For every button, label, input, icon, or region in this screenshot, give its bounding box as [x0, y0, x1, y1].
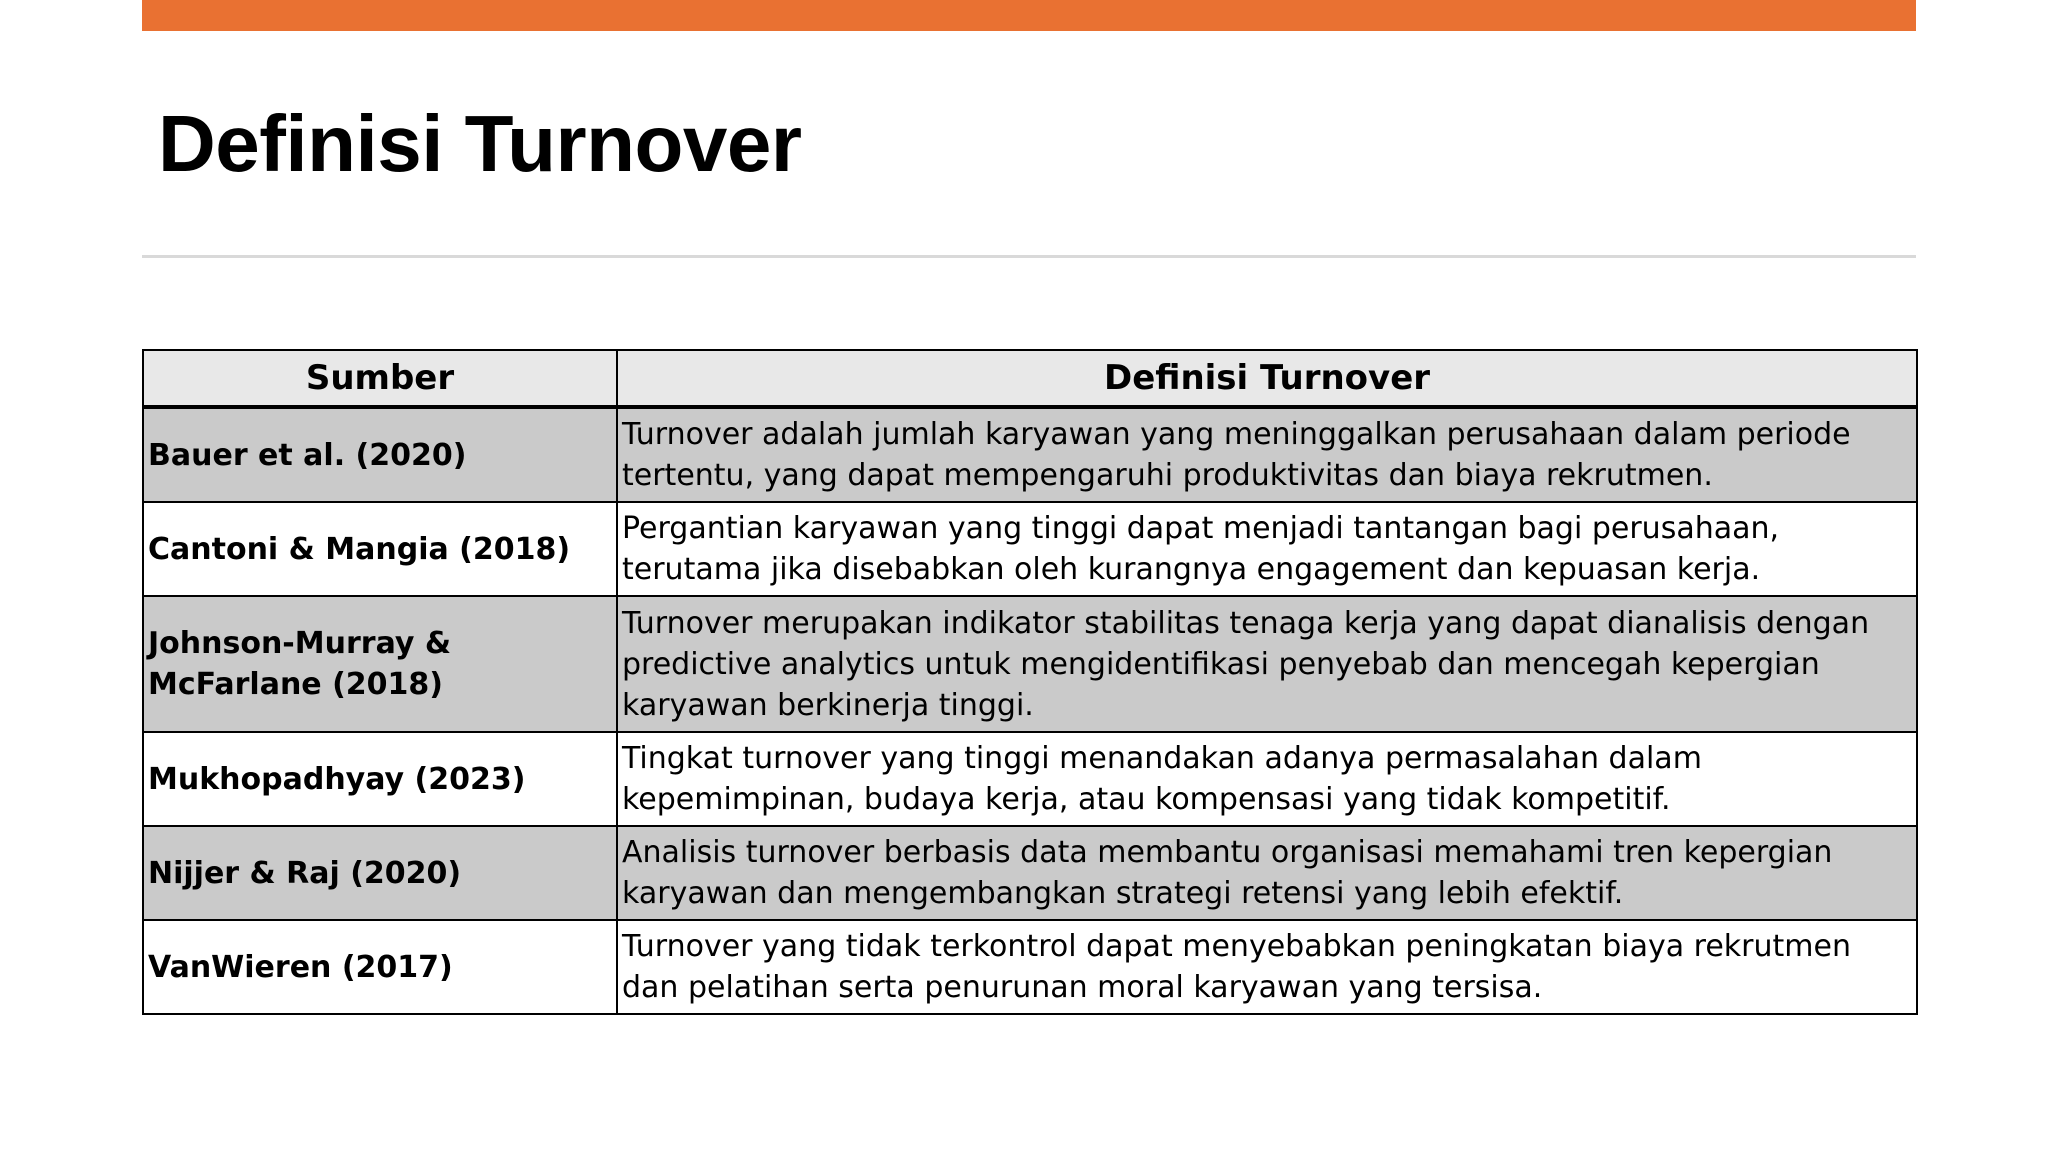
header-sumber: Sumber	[143, 350, 617, 407]
table-row	[143, 920, 1917, 1014]
title-divider	[142, 255, 1916, 258]
definition-cell: Turnover merupakan indikator stabilitas tenaga kerja yang dapat dianalisis dengan predictive analytics untuk mengidentifikasi penyebab dan mencegah kepergian karyawan berkinerja tinggi.	[617, 596, 1917, 732]
header-definisi-turnover: Definisi Turnover	[617, 350, 1917, 407]
definition-cell: Pergantian karyawan yang tinggi dapat menjadi tantangan bagi perusahaan, terutama jika disebabkan oleh kurangnya engagement dan kepuasan kerja.	[617, 502, 1917, 596]
definition-cell: Turnover yang tidak terkontrol dapat menyebabkan peningkatan biaya rekrutmen dan pelatihan serta penurunan moral karyawan yang tersisa.	[617, 920, 1917, 1014]
definition-cell: Tingkat turnover yang tinggi menandakan adanya permasalahan dalam kepemimpinan, budaya kerja, atau kompensasi yang tidak kompetitif.	[617, 732, 1917, 826]
table-header-row	[143, 350, 1917, 407]
source-cell: Mukhopadhyay (2023)	[143, 732, 617, 826]
definition-cell: Turnover adalah jumlah karyawan yang meninggalkan perusahaan dalam periode tertentu, yang dapat mempengaruhi produktivitas dan biaya rekrutmen.	[617, 407, 1917, 502]
accent-bar	[142, 0, 1916, 31]
source-cell: Nijjer & Raj (2020)	[143, 826, 617, 920]
table-row	[143, 826, 1917, 920]
table-row	[143, 502, 1917, 596]
definition-cell: Analisis turnover berbasis data membantu organisasi memahami tren kepergian karyawan dan mengembangkan strategi retensi yang lebih efektif.	[617, 826, 1917, 920]
slide-title: Definisi Turnover	[158, 99, 802, 188]
source-cell: Cantoni & Mangia (2018)	[143, 502, 617, 596]
table-row	[143, 596, 1917, 732]
table-row	[143, 407, 1917, 502]
source-cell: Bauer et al. (2020)	[143, 407, 617, 502]
source-cell: Johnson-Murray & McFarlane (2018)	[143, 596, 617, 732]
definition-table	[142, 349, 1918, 1015]
source-cell: VanWieren (2017)	[143, 920, 617, 1014]
table-row	[143, 732, 1917, 826]
